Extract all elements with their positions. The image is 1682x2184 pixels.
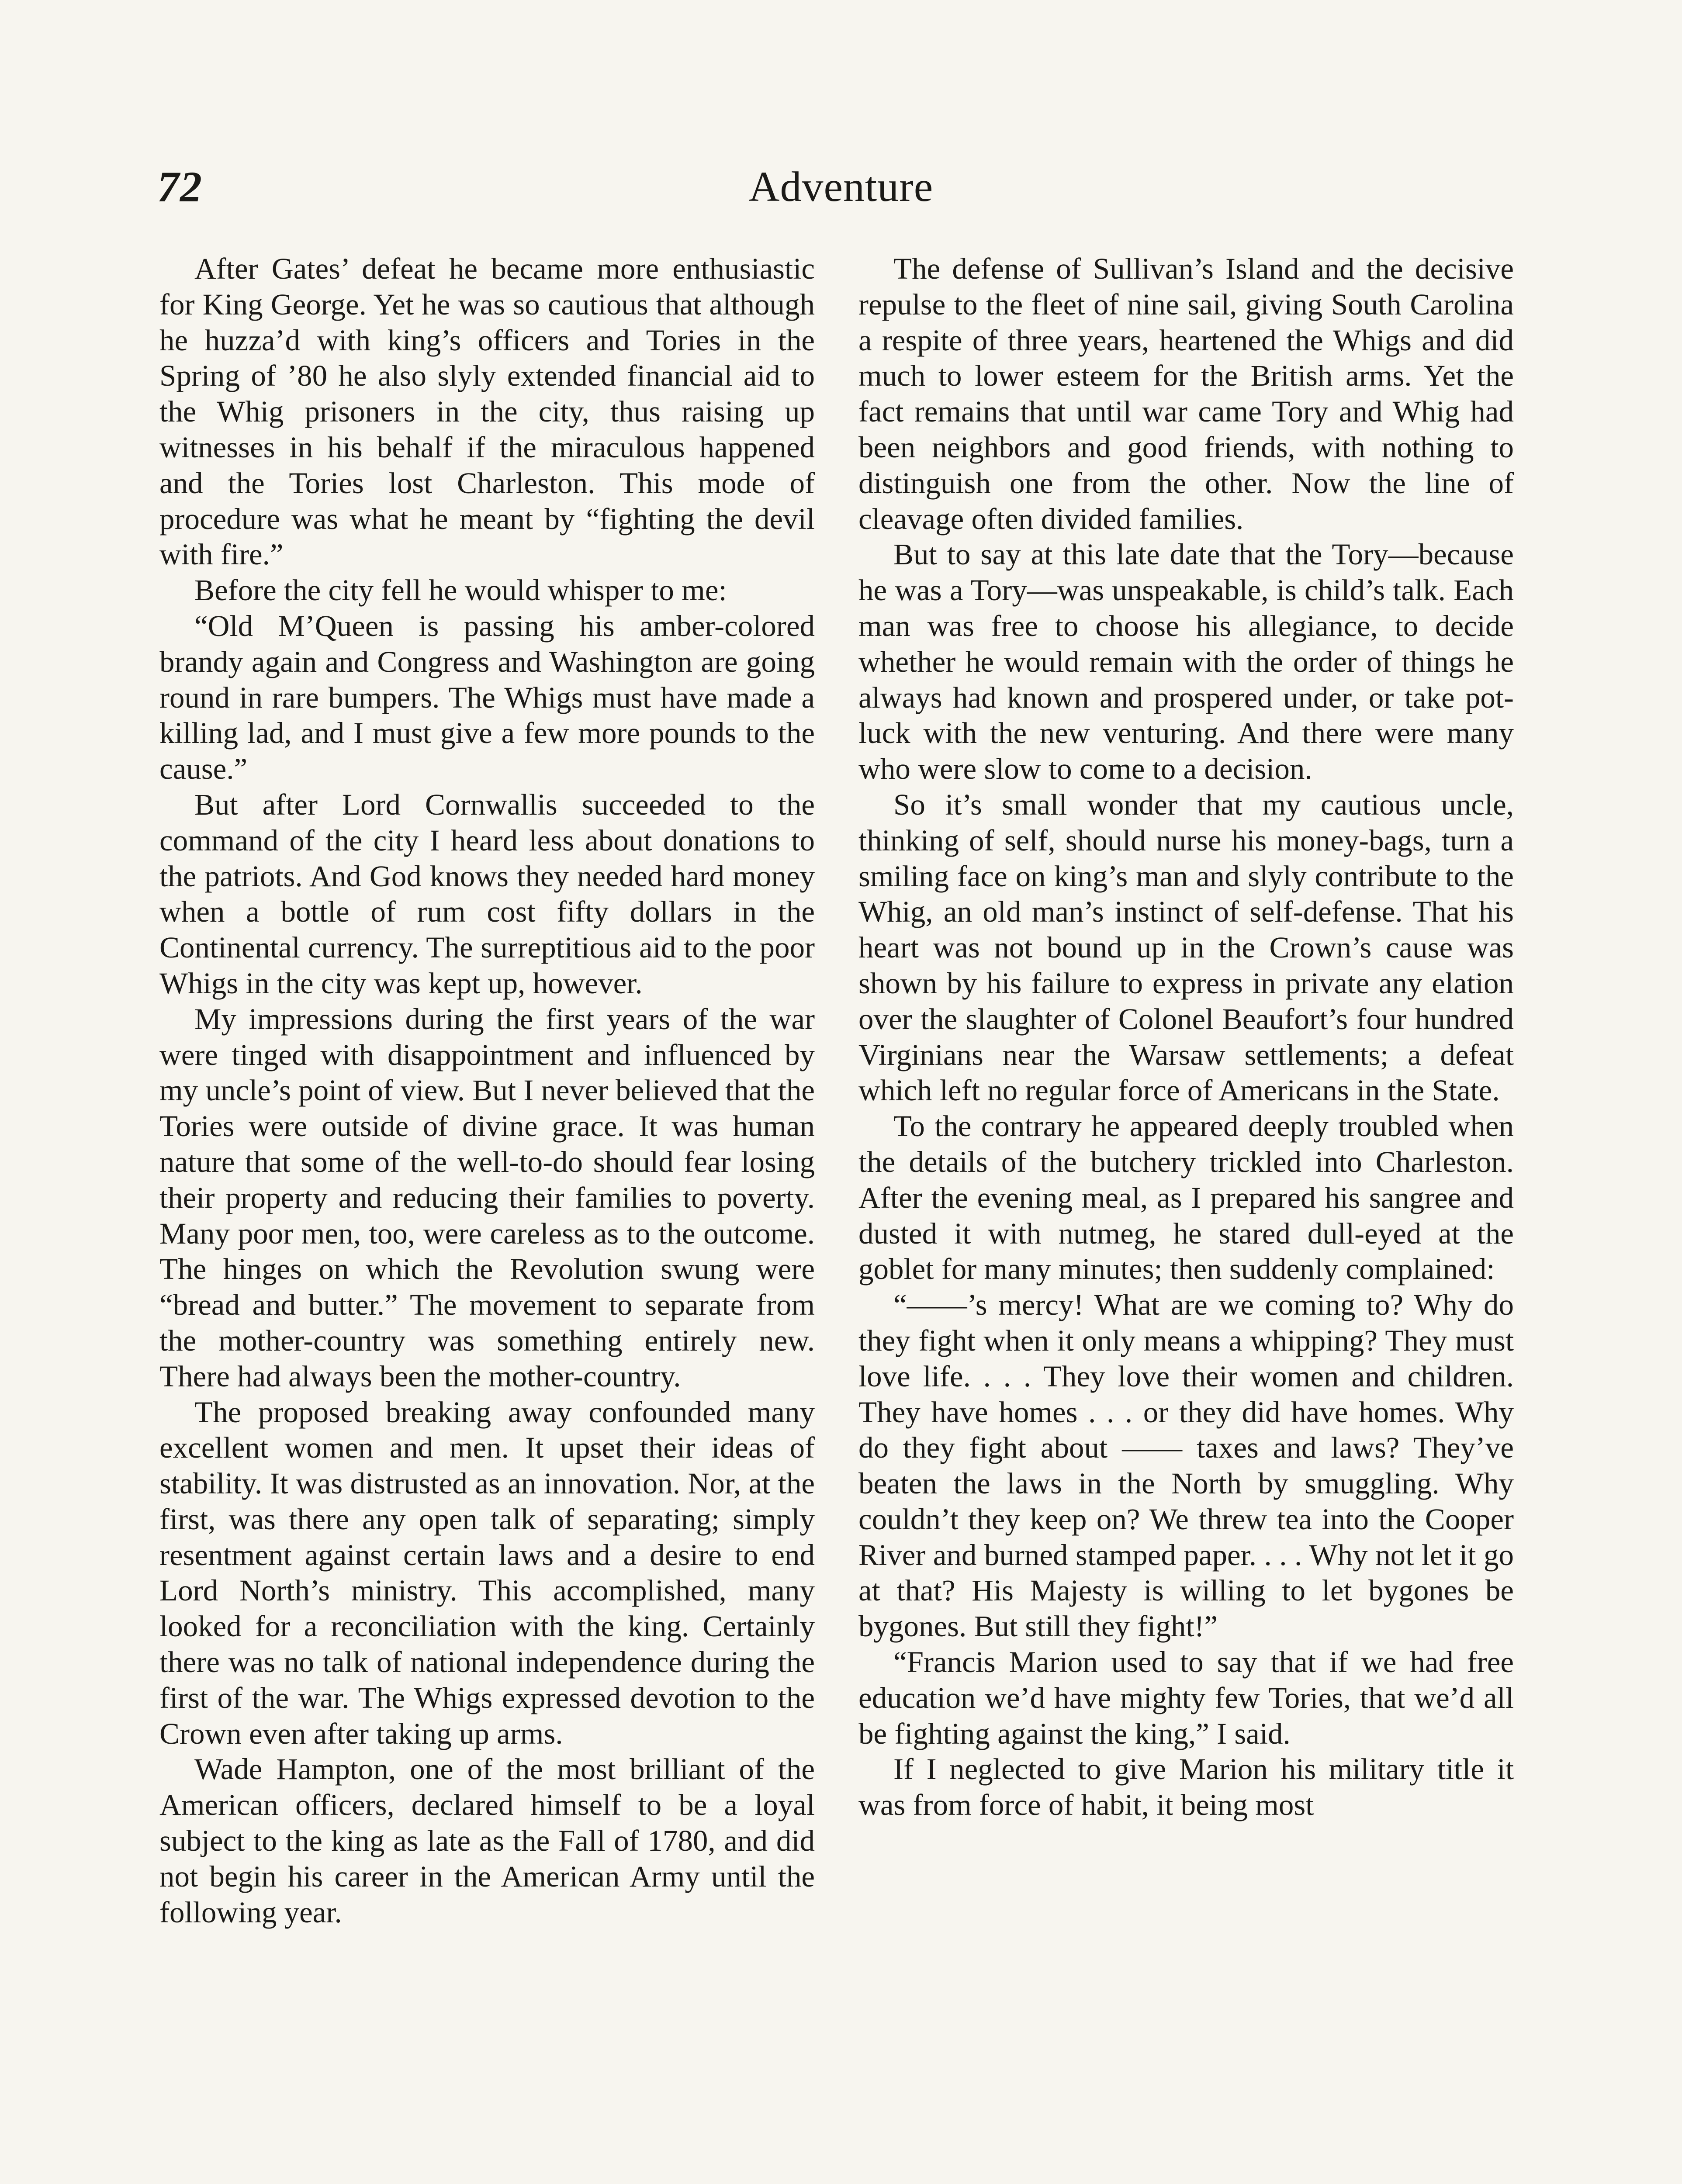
paragraph: If I neglected to give Marion his military title it was from force of habit, it being most: [858, 1752, 1514, 1822]
paragraph: But to say at this late date that the Tory—because he was a Tory—was unspeakable, is child’s talk. Each man was free to choose his allegiance, to decide whether he would remain with the order of things he always had known and prospered under, or take pot-luck with the new venturing. And there were many who were slow to come to a decision.: [858, 538, 1514, 786]
paragraph: My impressions during the first years of the war were tinged with disappointment and influenced by my uncle’s point of view. But I never believed that the Tories were outside of divine grace. It was human nature that some of the well-to-do should fear losing their property and reducing their families to poverty. Many poor men, too, were careless as to the outcome. The hinges on which the Revolution swung were “bread and butter.” The movement to separate from the mother-country was something entirely new. There had always been the mother-country.: [159, 1002, 815, 1393]
paragraph: The proposed breaking away confounded many excellent women and men. It upset their ideas of stability. It was distrusted as an innovation. Nor, at the first, was there any open talk of separating; simply resentment against certain laws and a desire to end Lord North’s ministry. This accomplished, many looked for a reconciliation with the king. Certainly there was no talk of national independence during the first of the war. The Whigs expressed devotion to the Crown even after taking up arms.: [159, 1395, 815, 1750]
paragraph: “——’s mercy! What are we coming to? Why do they fight when it only means a whipping? They must love life. . . . They love their women and children. They have homes . . . or they did have homes. Why do they fight about —— taxes and laws? They’ve beaten the laws in the North by smuggling. Why couldn’t they keep on? We threw tea into the Cooper River and burned stamped paper. . . . Why not let it go at that? His Majesty is willing to let bygones be bygones. But still they fight!”: [858, 1288, 1514, 1643]
paragraph: Before the city fell he would whisper to me:: [194, 574, 727, 607]
paragraph: “Francis Marion used to say that if we had free education we’d have mighty few Tories, that we’d all be fighting against the king,” I said.: [858, 1645, 1514, 1750]
running-title: Adventure: [748, 163, 934, 211]
paragraph: Wade Hampton, one of the most brilliant of the American officers, declared himself to be a loyal subject to the king as late as the Fall of 1780, and did not begin his career in the American Army until the following year.: [159, 1752, 815, 1929]
paragraph: To the contrary he appeared deeply troubled when the details of the butchery trickled into Charleston. After the evening meal, as I prepared his sangree and dusted it with nutmeg, he stared dull-eyed at the goblet for many minutes; then suddenly complained:: [858, 1109, 1514, 1286]
paragraph: After Gates’ defeat he became more enthusiastic for King George. Yet he was so cautious that although he huzza’d with king’s officers and Tories in the Spring of ’80 he also slyly extended financial aid to the Whig prisoners in the city, thus raising up witnesses in his behalf if the miraculous happened and the Tories lost Charleston. This mode of procedure was what he meant by “fighting the devil with fire.”: [159, 252, 815, 571]
paragraph: So it’s small wonder that my cautious uncle, thinking of self, should nurse his money-bags, turn a smiling face on king’s man and slyly contribute to the Whig, an old man’s instinct of self-defense. That his heart was not bound up in the Crown’s cause was shown by his failure to express in private any elation over the slaughter of Colonel Beaufort’s four hundred Virginians near the Warsaw settlements; a defeat which left no regular force of Americans in the State.: [858, 788, 1514, 1107]
left-column: [159, 251, 815, 1930]
paragraph: “Old M’Queen is passing his amber-colored brandy again and Congress and Washington are going round in rare bumpers. The Whigs must have made a killing lad, and I must give a few more pounds to the cause.”: [159, 609, 815, 786]
right-column: [858, 251, 1514, 1823]
paragraph: The defense of Sullivan’s Island and the decisive repulse to the fleet of nine sail, giving South Carolina a respite of three years, heartened the Whigs and did much to lower esteem for the British arms. Yet the fact remains that until war came Tory and Whig had been neighbors and good friends, with nothing to distinguish one from the other. Now the line of cleavage often divided families.: [858, 252, 1514, 536]
paragraph: But after Lord Cornwallis succeeded to the command of the city I heard less about donations to the patriots. And God knows they needed hard money when a bottle of rum cost fifty dollars in the Continental currency. The surreptitious aid to the poor Whigs in the city was kept up, however.: [159, 788, 815, 1000]
page-number: 72: [157, 162, 203, 211]
